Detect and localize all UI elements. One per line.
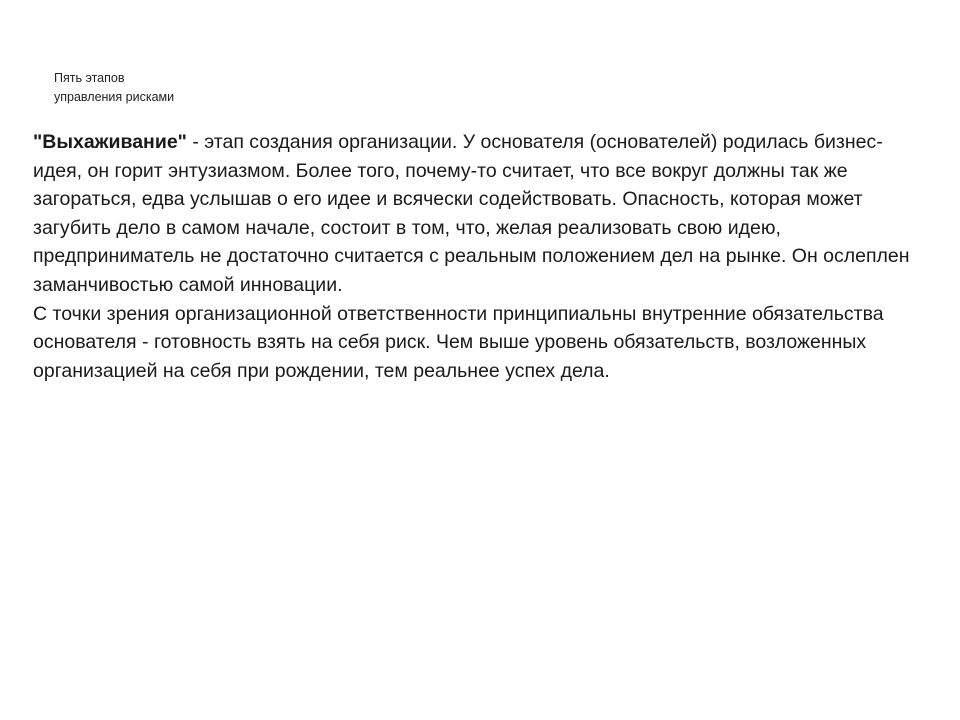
paragraph-2-text: С точки зрения организационной ответственности принципиальны внутренние обязательства основателя - готовность взять на себя риск. Чем выше уровень обязательств, возложенных организацией на себя при рождении, тем реальнее успех дела. xyxy=(33,302,884,382)
slide-body xyxy=(33,128,928,385)
slide-title xyxy=(54,69,174,107)
term-vykhazhivanie: "Выхаживание" xyxy=(33,131,187,153)
paragraph-1 xyxy=(33,128,928,300)
paragraph-2 xyxy=(33,300,928,386)
slide-title-line-1: Пять этапов xyxy=(54,71,125,85)
slide-title-line-2: управления рисками xyxy=(54,90,175,104)
paragraph-1-text: - этап создания организации. У основателя (основателей) родилась бизнес-идея, он горит энтузиазмом. Более того, почему-то считает, что все вокруг должны так же загораться, едва услышав о его идее и всячески содействовать. Опасность, которая может загубить дело в самом начале, состоит в том, что, желая реализовать свою идею, предприниматель не достаточно считается с реальным положением дел на рынке. Он ослеплен заманчивостью самой инновации. xyxy=(33,131,910,296)
